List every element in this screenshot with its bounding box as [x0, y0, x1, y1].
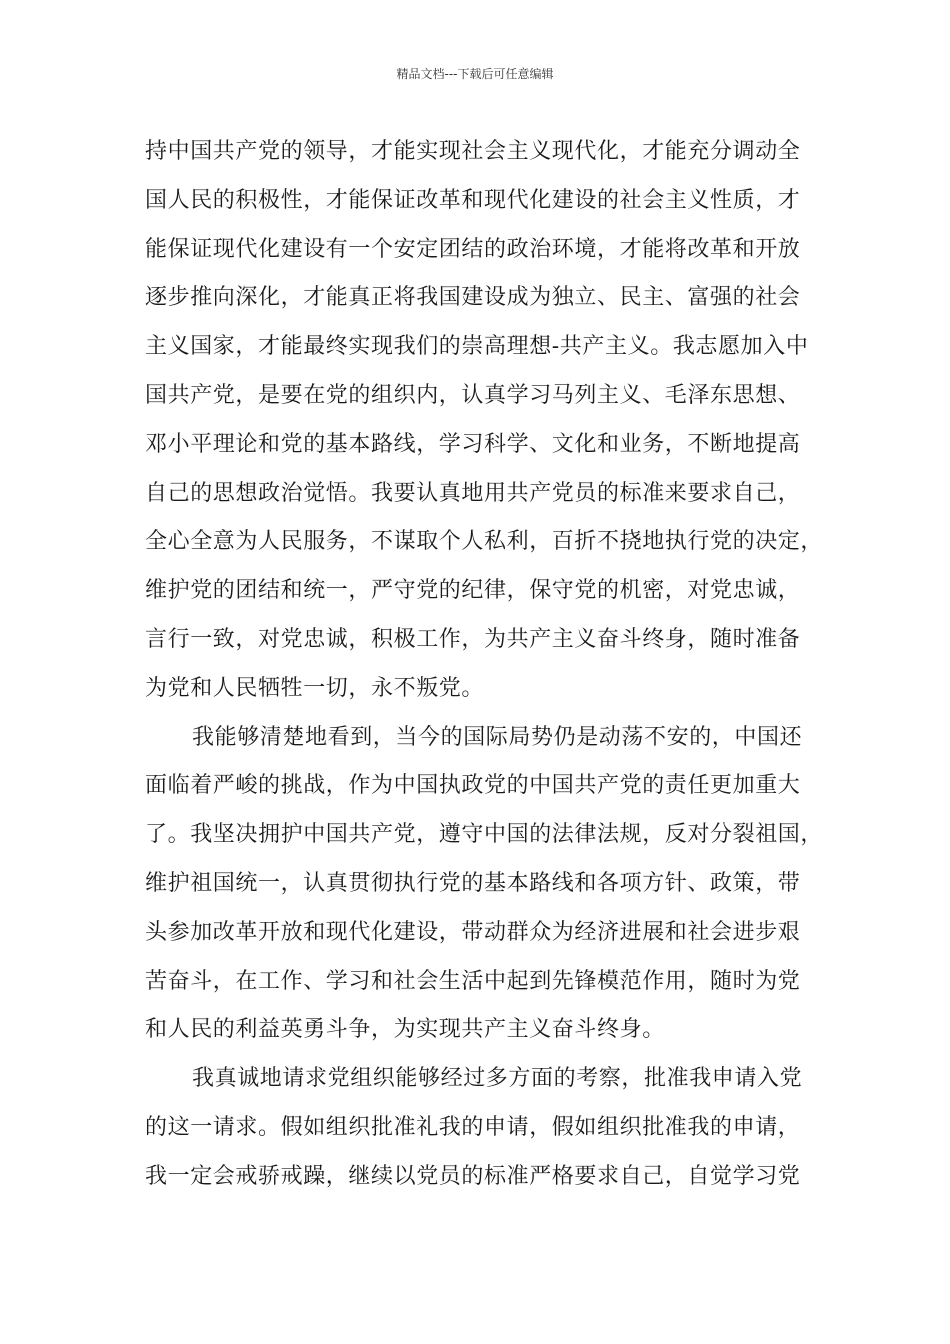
- text-line: 和人民的利益英勇斗争，为实现共产主义奋斗终身。: [145, 1017, 665, 1043]
- page-header: 精品文档---下载后可任意编辑: [396, 67, 554, 81]
- text-line: 主义国家，才能最终实现我们的崇高理想-共产主义。我志愿加入中: [145, 334, 809, 360]
- text-line: 国人民的积极性，才能保证改革和现代化建设的社会主义性质，才: [145, 187, 801, 213]
- text-line: 能保证现代化建设有一个安定团结的政治环境，才能将改革和开放: [145, 236, 801, 262]
- text-line: 逐步推向深化，才能真正将我国建设成为独立、民主、富强的社会: [145, 285, 801, 311]
- text-line: 全心全意为人民服务，不谋取个人私利，百折不挠地执行党的决定，: [145, 529, 824, 555]
- text-line: 持中国共产党的领导，才能实现社会主义现代化，才能充分调动全: [145, 139, 801, 164]
- text-line: 的这一请求。假如组织批准礼我的申请，假如组织批准我的申请，: [145, 1114, 801, 1140]
- paragraph-3: [145, 1055, 820, 1201]
- paragraph-2: [145, 714, 824, 1056]
- text-line: 头参加改革开放和现代化建设，带动群众为经济进展和社会进步艰: [145, 919, 801, 945]
- text-line: 维护祖国统一，认真贯彻执行党的基本路线和各项方针、政策，带: [145, 870, 801, 896]
- text-line: 言行一致，对党忠诚，积极工作，为共产主义奋斗终身，随时准备: [145, 626, 801, 652]
- document-body: [145, 128, 824, 1202]
- text-line: 维护党的团结和统一，严守党的纪律，保守党的机密，对党忠诚，: [145, 578, 801, 604]
- text-line: 苦奋斗，在工作、学习和社会生活中起到先锋模范作用，随时为党: [145, 968, 801, 994]
- text-line: 为党和人民牺牲一切，永不叛党。: [145, 675, 485, 701]
- text-line: 面临着严峻的挑战，作为中国执政党的中国共产党的责任更加重大: [145, 773, 801, 799]
- text-line: 我一定会戒骄戒躁，继续以党员的标准严格要求自己，自觉学习党: [145, 1163, 801, 1189]
- text-line: 我能够清楚地看到，当今的国际局势仍是动荡不安的，中国还: [192, 724, 803, 750]
- text-line: 邓小平理论和党的基本路线，学习科学、文化和业务，不断地提高: [145, 431, 801, 457]
- text-line: 自己的思想政治觉悟。我要认真地用共产党员的标准来要求自己，: [145, 480, 801, 506]
- paragraph-1: [145, 128, 824, 714]
- text-line: 了。我坚决拥护中国共产党，遵守中国的法律法规，反对分裂祖国，: [145, 822, 824, 848]
- text-line: 我真诚地请求党组织能够经过多方面的考察，批准我申请入党: [192, 1066, 803, 1092]
- text-line: 国共产党，是要在党的组织内，认真学习马列主义、毛泽东思想、: [145, 382, 801, 408]
